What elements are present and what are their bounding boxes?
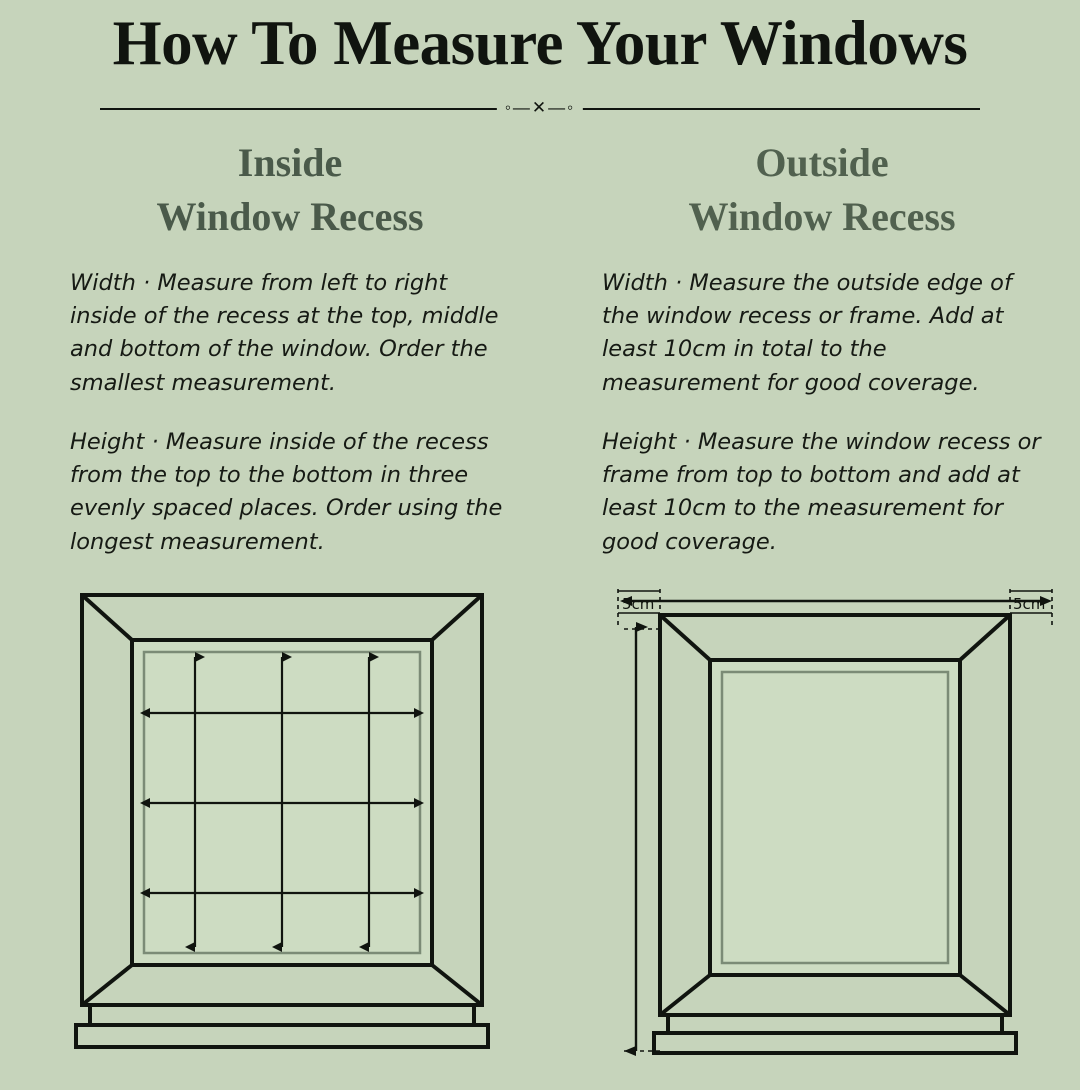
infographic-page — [0, 10, 1080, 1090]
outside-height-paragraph — [602, 426, 1042, 559]
inside-height-text: Measure inside of the recess from the top to the bottom in three evenly spaced places. Order using the longest measurement. — [70, 428, 503, 555]
outside-right-margin-label: 5cm — [1013, 595, 1046, 614]
column-outside-title — [602, 136, 1042, 244]
inside-height-lead: Height · — [70, 428, 166, 455]
outside-diagram-wrap — [602, 585, 1046, 1065]
outside-width-paragraph — [602, 267, 1042, 400]
outside-height-lead: Height · — [602, 428, 698, 455]
inside-width-paragraph — [70, 267, 510, 400]
outside-width-lead: Width · — [602, 269, 690, 296]
outside-recess-window-diagram — [602, 585, 1062, 1065]
inside-width-text: Measure from left to right inside of the recess at the top, middle and bottom of the window. Order the smallest measurement. — [70, 269, 499, 396]
page-title: How To Measure Your Windows — [112, 8, 968, 78]
inside-height-paragraph — [70, 426, 510, 559]
title-divider — [100, 98, 980, 118]
inside-width-lead: Width · — [70, 269, 158, 296]
column-inside-title-line2: Window Recess — [156, 194, 424, 240]
column-outside-title-line1: Outside — [755, 140, 889, 186]
inside-recess-window-diagram — [70, 585, 510, 1055]
column-outside-recess — [540, 136, 1080, 1065]
divider-ornament-icon: ◦—✕—◦ — [497, 98, 583, 118]
column-inside-recess — [0, 136, 540, 1065]
outside-width-text: Measure the outside edge of the window recess or frame. Add at least 10cm in total to the measurement for good coverage. — [602, 269, 1012, 396]
column-inside-title — [70, 136, 510, 244]
outside-height-text: Measure the window recess or frame from top to bottom and add at least 10cm to the measurement for good coverage. — [602, 428, 1041, 555]
inside-diagram-wrap — [70, 585, 510, 1055]
outside-left-margin-label: 5cm — [622, 595, 655, 614]
column-inside-title-line1: Inside — [237, 140, 343, 186]
column-outside-title-line2: Window Recess — [688, 194, 956, 240]
content-columns — [0, 136, 1080, 1065]
